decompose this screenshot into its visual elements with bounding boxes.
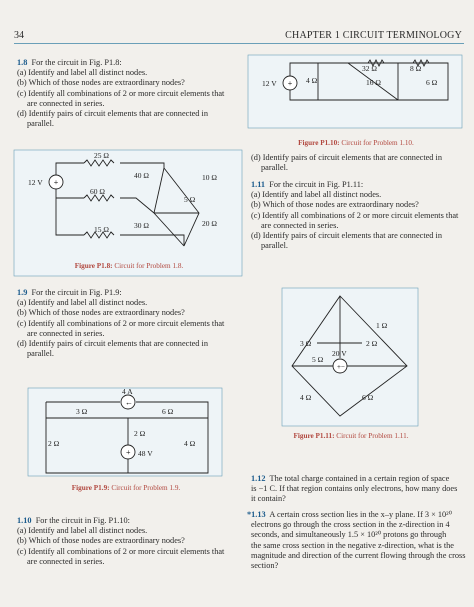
caption-text: Circuit for Problem 1.8. — [114, 262, 184, 270]
problem-1-10-part-d — [251, 153, 466, 173]
part-c-cont: are connected in series. — [261, 220, 339, 230]
label-6: 6 Ω — [362, 393, 374, 402]
problem-line: it contain? — [251, 494, 286, 504]
caption-p1-11 — [282, 432, 420, 440]
part-b: (b) Which of those nodes are extraordinary nodes? — [17, 536, 185, 546]
label-10: 10 Ω — [202, 173, 217, 182]
label-32: 32 Ω — [362, 64, 377, 73]
part-a: (a) Identify and label all distinct nodes. — [17, 298, 148, 308]
label-4: 4 Ω — [306, 76, 318, 85]
figure-p1-8 — [14, 150, 244, 278]
problem-number: 1.13 — [251, 510, 266, 519]
caption-text: Circuit for Problem 1.10. — [341, 139, 414, 147]
caption-label: Figure P1.8: — [74, 262, 113, 270]
problem-number: 1.12 — [251, 474, 266, 483]
part-d-cont: parallel. — [27, 349, 54, 359]
problem-1-10 — [17, 516, 242, 567]
caption-text: Circuit for Problem 1.9. — [111, 484, 181, 492]
figure-background — [248, 55, 462, 128]
problem-stem: For the circuit in Fig. P1.9: — [31, 288, 122, 297]
problem-line: the same cross section in the negative z-direction, what is the — [251, 540, 454, 550]
part-d-cont: parallel. — [261, 241, 288, 251]
label-2a: 2 Ω — [48, 439, 60, 448]
caption-label: Figure P1.10: — [298, 139, 340, 147]
part-a: (a) Identify and label all distinct nodes. — [251, 190, 382, 200]
label-source: 20 V — [332, 349, 347, 358]
problem-stem: For the circuit in Fig. P1.10: — [35, 516, 130, 525]
label-5: 5 Ω — [312, 355, 324, 364]
label-source: 12 V — [262, 79, 277, 88]
part-c: (c) Identify all combinations of 2 or more circuit elements that — [17, 318, 225, 328]
part-d-cont: parallel. — [261, 163, 288, 173]
plus-sign: + — [287, 79, 293, 88]
label-3: 3 Ω — [76, 407, 88, 416]
figure-background — [282, 288, 418, 426]
problem-number: 1.9 — [17, 288, 28, 297]
chapter-title: CHAPTER 1 CIRCUIT TERMINOLOGY — [285, 30, 462, 41]
part-b: (b) Which of those nodes are extraordinary nodes? — [17, 78, 185, 88]
problem-1-13 — [247, 510, 467, 571]
problem-1-12 — [251, 474, 466, 505]
star-marker: * — [247, 510, 252, 519]
part-a: (a) Identify and label all distinct nodes. — [17, 68, 148, 78]
caption-text: Circuit for Problem 1.11. — [336, 432, 409, 440]
figure-p1-10 — [248, 55, 464, 130]
label-4: 4 Ω — [184, 439, 196, 448]
label-4a: 4 A — [122, 387, 133, 396]
caption-p1-10 — [248, 139, 464, 147]
figure-p1-9 — [28, 388, 224, 478]
label-16: 16 Ω — [366, 78, 381, 87]
problem-1-8 — [17, 58, 242, 129]
caption-label: Figure P1.11: — [293, 432, 335, 440]
page-number: 34 — [14, 30, 24, 41]
figure-background — [14, 150, 242, 276]
problem-stem: For the circuit in Fig. P1.11: — [269, 180, 364, 189]
problem-line: is −1 C. If that region contains only electrons, how many does — [251, 484, 458, 494]
part-c: (c) Identify all combinations of 2 or more circuit elements that — [251, 210, 459, 220]
label-25: 25 Ω — [94, 151, 109, 160]
part-c-cont: are connected in series. — [27, 98, 105, 108]
part-d: (d) Identify pairs of circuit elements that are connected in — [17, 339, 208, 349]
label-5: 5 Ω — [184, 195, 196, 204]
plus-sign: + — [53, 178, 59, 187]
part-b: (b) Which of those nodes are extraordinary nodes? — [251, 200, 419, 210]
arrow-icon: ← — [125, 398, 133, 407]
part-c: (c) Identify all combinations of 2 or more circuit elements that — [17, 546, 225, 556]
problem-number: 1.10 — [17, 516, 32, 525]
label-3: 3 Ω — [300, 339, 312, 348]
plus-minus-sign: +− — [337, 363, 345, 371]
part-a: (a) Identify and label all distinct nodes. — [17, 526, 148, 536]
problem-number: 1.8 — [17, 58, 28, 67]
problem-1-9 — [17, 288, 242, 359]
label-source: 12 V — [28, 178, 43, 187]
problem-stem: For the circuit in Fig. P1.8: — [31, 58, 122, 67]
label-20: 20 Ω — [202, 219, 217, 228]
figure-p1-11 — [282, 288, 420, 428]
problem-line: magnitude and direction of the current flowing through the cross — [251, 550, 466, 560]
part-d: (d) Identify pairs of circuit elements that are connected in — [251, 231, 442, 241]
label-2: 2 Ω — [366, 339, 378, 348]
problem-line: electrons go through the cross section in the z-direction in 4 — [251, 520, 450, 530]
problem-line: A certain cross section lies in the x–y plane. If 3 × 10²⁰ — [269, 510, 452, 519]
label-1: 1 Ω — [376, 321, 388, 330]
label-8: 8 Ω — [410, 64, 422, 73]
part-c: (c) Identify all combinations of 2 or more circuit elements that — [17, 88, 225, 98]
part-d: (d) Identify pairs of circuit elements that are connected in — [17, 109, 208, 119]
part-d-cont: parallel. — [27, 119, 54, 129]
plus-sign: + — [126, 448, 131, 457]
label-6: 6 Ω — [426, 78, 438, 87]
label-4: 4 Ω — [300, 393, 312, 402]
problem-line: The total charge contained in a certain region of space — [269, 474, 450, 483]
part-c-cont: are connected in series. — [27, 556, 105, 566]
caption-label: Figure P1.9: — [71, 484, 110, 492]
problem-line: seconds, and simultaneously 1.5 × 10²⁰ protons go through — [251, 530, 447, 540]
problem-number: 1.11 — [251, 180, 266, 189]
header-rule — [14, 43, 464, 44]
part-d: (d) Identify pairs of circuit elements that are connected in — [251, 153, 442, 162]
label-2b: 2 Ω — [134, 429, 146, 438]
label-48v: 48 V — [138, 449, 153, 458]
part-c-cont: are connected in series. — [27, 328, 105, 338]
problem-1-11 — [251, 180, 466, 251]
label-40: 40 Ω — [134, 171, 149, 180]
part-b: (b) Which of those nodes are extraordinary nodes? — [17, 308, 185, 318]
label-15: 15 Ω — [94, 225, 109, 234]
label-6: 6 Ω — [162, 407, 174, 416]
caption-p1-9 — [28, 484, 224, 492]
problem-line: section? — [251, 561, 279, 571]
label-30: 30 Ω — [134, 221, 149, 230]
caption-p1-8 — [14, 262, 244, 270]
label-60: 60 Ω — [90, 187, 105, 196]
